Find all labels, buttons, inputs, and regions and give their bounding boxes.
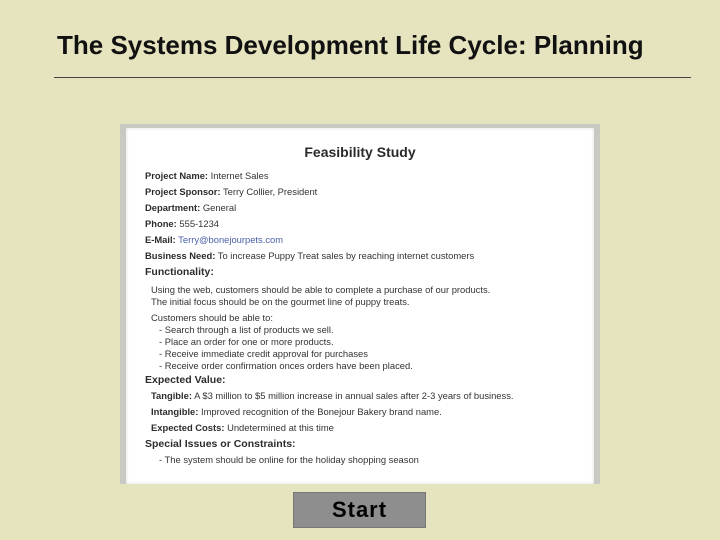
field-label: Project Sponsor: [145,186,221,197]
functionality-line: The initial focus should be on the gourmet line of puppy treats. [151,296,410,307]
field-phone [145,216,594,232]
start-button[interactable]: Start [293,492,426,528]
tangible-row [145,388,594,404]
intangible-row [145,404,594,420]
tangible-value: A $3 million to $5 million increase in annual sales after 2-3 years of business. [194,390,514,401]
email-value: Terry@bonejourpets.com [178,234,284,245]
functionality-line: Using the web, customers should be able to complete a purchase of our products. [151,284,491,295]
field-label: Business Need: [145,250,216,261]
field-label: Project Name: [145,170,209,181]
field-project-name [145,168,594,184]
document-title: Feasibility Study [304,144,416,160]
expected-costs-value: Undetermined at this time [227,422,334,433]
field-value: To increase Puppy Treat sales by reaching internet customers [217,250,475,261]
intangible-value: Improved recognition of the Bonejour Bakery brand name. [201,406,442,417]
customer-item: - Receive order confirmation onces orders have been placed. [159,360,413,371]
field-business-need [145,248,594,264]
customers-intro: Customers should be able to: [151,312,273,323]
issues-heading: Special Issues or Constraints: [145,438,296,450]
field-email [145,232,594,248]
intangible-label: Intangible: [151,406,199,417]
field-label: E-Mail: [145,234,176,245]
issue-item: - The system should be online for the holiday shopping season [159,454,419,465]
title-divider [54,77,691,78]
field-value: 555-1234 [179,218,220,229]
slide-title: The Systems Development Life Cycle: Planning [57,30,644,60]
field-value: Internet Sales [210,170,269,181]
feasibility-study-document [120,124,600,484]
field-value: Terry Collier, President [222,186,318,197]
tangible-label: Tangible: [151,390,192,401]
field-project-sponsor [145,184,594,200]
customer-item: - Receive immediate credit approval for purchases [159,348,368,359]
functionality-heading: Functionality: [145,266,214,278]
expected-costs-row [145,420,594,436]
field-label: Phone: [145,218,177,229]
field-label: Department: [145,202,201,213]
customer-item: - Place an order for one or more products. [159,336,334,347]
document-page [126,128,594,484]
field-value: General [202,202,237,213]
customer-item: - Search through a list of products we sell. [159,324,334,335]
expected-costs-label: Expected Costs: [151,422,225,433]
expected-value-heading: Expected Value: [145,374,226,386]
field-department [145,200,594,216]
